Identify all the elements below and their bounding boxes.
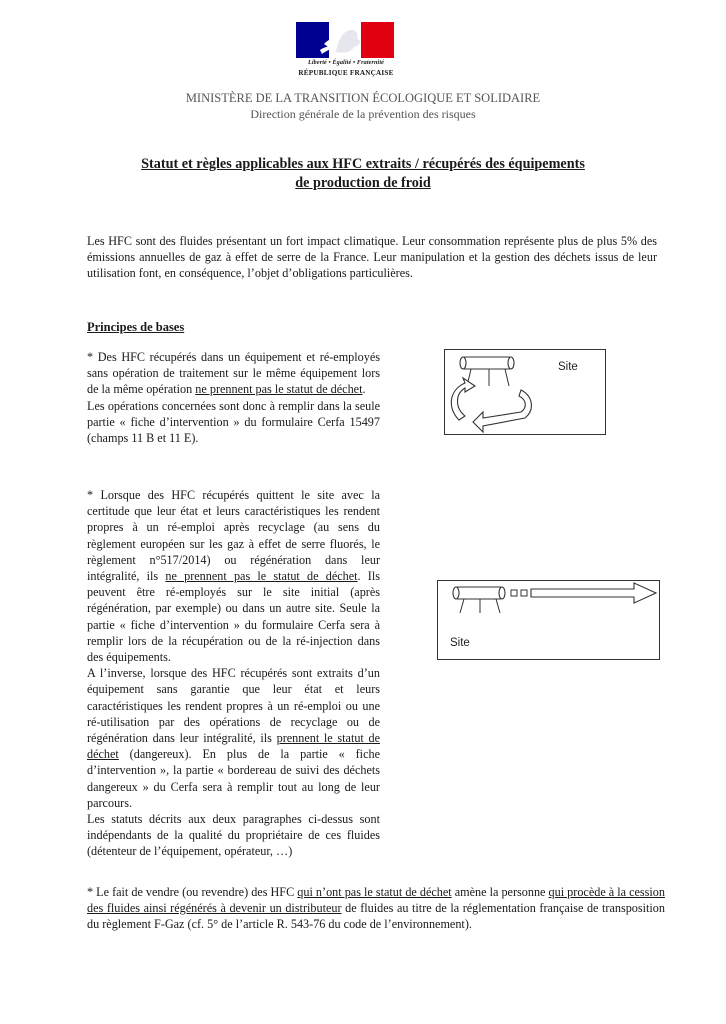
principle-block-1: [87, 349, 380, 446]
principle-2-text-end: . Ils peuvent être ré-employés sur le site initial (après régénération, par exemple) ou dans un autre site. Seule la partie « fiche d’intervention » du formulaire Cerfa sera à remplir lors de la récupération ou de la ré-injection dans des équipements.: [87, 569, 380, 665]
principle-2-emphasis: ne prennent pas le statut de déchet: [165, 569, 358, 584]
ministry-name: MINISTÈRE DE LA TRANSITION ÉCOLOGIQUE ET SOLIDAIRE: [185, 91, 541, 105]
principle-1-emphasis: ne prennent pas le statut de déchet: [195, 382, 363, 397]
exit-arrow-icon: [438, 581, 688, 659]
footer-emphasis-2: qui procède à la cession des fluides ainsi régénérés à devenir un distributeur: [87, 885, 665, 916]
republic-motto: Liberté • Égalité • Fraternité: [307, 59, 385, 66]
principle-1-text: * Des HFC récupérés dans un équipement et ré-employés sans opération de traitement sur le même équipement lors de la même opération: [87, 350, 380, 397]
section-heading: Principes de bases: [87, 320, 185, 334]
document-title: [80, 155, 646, 193]
footer-text-3: de fluides au titre de la réglementation française de transposition du règlement F-Gaz (cf. 5° de l’article R. 543-76 du code de l’environnement).: [87, 901, 665, 932]
principle-1-text-end: .: [362, 382, 366, 397]
republic-name: RÉPUBLIQUE FRANÇAISE: [298, 69, 394, 77]
diagram-1-site-label: Site: [558, 361, 578, 373]
principle-block-2: [87, 487, 380, 860]
principle-3-text: A l’inverse, lorsque des HFC récupérés sont extraits d’un équipement sans garantie que leur état et leurs caractéristiques les rendent propres à un ré-emploi ou une ré-utilisation par des opérations de recyclage ou de régénération dans leur intégralité, ils: [87, 666, 380, 746]
principle-3-paragraph: [87, 665, 380, 811]
footer-text-1: * Le fait de vendre (ou revendre) des HFC: [87, 885, 298, 899]
title-line-2: de production de froid: [295, 175, 431, 191]
principle-1-note: Les opérations concernées sont donc à remplir dans la seule partie « fiche d’intervention » du formulaire Cerfa 15497 (champs 11 B et 11 E).: [87, 398, 380, 446]
flag-icon: [296, 22, 394, 58]
principle-4-paragraph: Les statuts décrits aux deux paragraphes ci-dessus sont indépendants de la qualité du propriétaire de ces fluides (détenteur de l’équipement, opérateur, …): [87, 812, 380, 859]
title-line-1: Statut et règles applicables aux HFC extraits / récupérés des équipements: [141, 156, 585, 172]
principle-2-paragraph: [87, 487, 380, 665]
principle-2-text: * Lorsque des HFC récupérés quittent le site avec la certitude que leur état et leurs caractéristiques les rendent propres à un ré-emploi après recyclage (au sens du règlement européen sur les gaz à effet de serre fluorés, le règlement n°517/2014) ou régénération dans leur intégralité, ils: [87, 488, 380, 584]
reuse-diagram: [444, 349, 606, 435]
marianne-logo: [290, 22, 402, 82]
principle-3-text-end: (dangereux). En plus de la partie « fiche d’intervention », la partie « bordereau de suivi des déchets dangereux » du Cerfa sera à remplir tout au long de leur parcours.: [87, 747, 380, 810]
recycle-cycle-icon: [445, 350, 605, 434]
diagram-2-site-label: Site: [450, 637, 470, 649]
principle-1-paragraph: [87, 349, 380, 398]
direction-name: Direction générale de la prévention des risques: [250, 107, 476, 121]
principle-3-emphasis: prennent le statut de déchet: [87, 731, 380, 762]
footer-text-2: amène la personne: [451, 885, 549, 899]
transfer-diagram: [437, 580, 660, 660]
intro-paragraph: Les HFC sont des fluides présentant un fort impact climatique. Leur consommation représente plus de plus 5% des émissions annuelles de gaz à effet de serre de la France. Leur manipulation et la gestion des déchets issus de leur utilisation font, en conséquence, l’objet d’obligations particulières.: [87, 234, 657, 281]
footer-emphasis-1: qui n’ont pas le statut de déchet: [297, 885, 452, 899]
footer-paragraph: [87, 884, 665, 933]
